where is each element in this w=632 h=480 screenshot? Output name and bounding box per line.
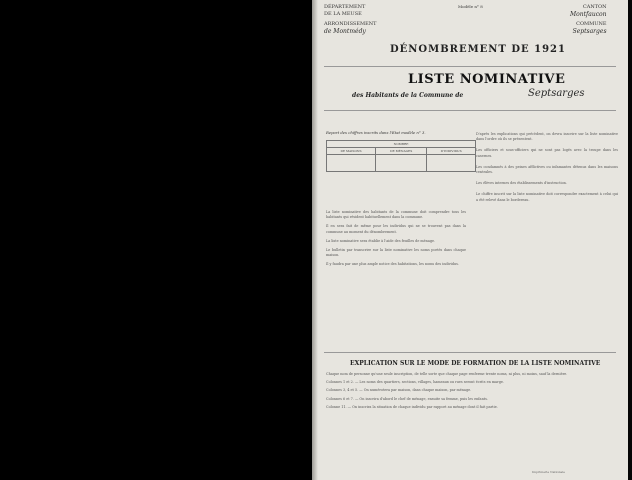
divider: [324, 352, 616, 353]
paragraph: La liste nominative sera établie à l'aide des feuilles de ménage.: [326, 238, 436, 243]
census-sheet: [312, 0, 628, 480]
col-individus: D'INDIVIDUS: [427, 148, 476, 155]
paragraph: Il y faudra par une plus ample notice des habitations, les noms des individus.: [326, 262, 459, 267]
paragraph: Les élèves internes des établissements d'instruction.: [476, 181, 567, 186]
paragraph: Colonne 11. — On inscrira la situation de chaque individu par rapport au ménage dont il fait partie.: [326, 404, 498, 409]
explanation-title: EXPLICATION SUR LE MODE DE FORMATION DE LA LISTE NOMINATIVE: [350, 360, 601, 367]
instructions-left: [326, 210, 466, 272]
census-title: DÉNOMBREMENT DE 1921: [390, 44, 566, 55]
explanation-body: [326, 372, 618, 413]
arr-value: de Montmédy: [324, 28, 366, 35]
model-number: Modèle n° 8: [458, 4, 483, 9]
paragraph: Le bulletin par transcrire sur la liste nominative les noms portés dans chaque maison.: [326, 248, 466, 258]
printer-stamp: Imprimerie Nationale: [532, 470, 565, 474]
instructions-right: [476, 132, 618, 209]
paragraph: Les condamnés à des peines afflictives ou infamantes détenus dans les maisons centrales.: [476, 164, 618, 175]
col-maisons: DE MAISONS: [327, 148, 376, 155]
dept-value: DE LA MEUSE: [324, 11, 362, 17]
divider: [324, 66, 616, 67]
arr-label: ARRONDISSEMENT: [324, 21, 377, 27]
report-table: [326, 140, 476, 172]
paragraph: Les officiers et sous-officiers qui ne sont pas logés avec la troupe dans les casernes.: [476, 148, 618, 158]
table-caption: Report des chiffres inscrits dans l'Etat modèle n° 3.: [326, 130, 426, 135]
header-right: [570, 4, 607, 35]
table-group-header: NOMBRE: [327, 141, 476, 148]
col-menages: DE MÉNAGES: [376, 148, 427, 155]
canton-label: CANTON: [582, 4, 607, 10]
canton-value: Montfaucon: [570, 11, 607, 18]
paragraph: La liste nominative des habitants de la commune doit comprendre tous les habitants qui résident habituellement dans la commune.: [326, 210, 466, 220]
paragraph: Le chiffre inscrit sur la liste nominative doit correspondre exactement à celui qui a été relevé dans le bordereau.: [476, 192, 618, 202]
table-row: [327, 155, 476, 172]
commune-value: Septsarges: [572, 28, 607, 35]
paragraph: Colonnes 3, 4 et 5. — On numérotera par maison, dans chaque maison, par ménage.: [326, 388, 472, 393]
paragraph: Il en sera fait de même pour les individus qui ne se trouvent pas dans la commune au moment du dénombrement.: [326, 224, 466, 234]
paragraph: Colonnes 6 et 7. — On inscrira d'abord le chef de ménage, ensuite sa femme, puis les enfants.: [326, 396, 488, 401]
list-subtitle: des Habitants de la Commune de: [352, 92, 464, 99]
paragraph: Chaque nom de personne qu'une seule inscription, de telle sorte que chaque page renferme trente noms, ni plus, ni moins, sauf la dernière.: [326, 372, 568, 376]
paragraph: D'après les explications qui précèdent, on devra inscrire sur la liste nominative dans l'ordre où ils se présentent.: [476, 132, 618, 142]
paragraph: Colonnes 1 et 2. — Les noms des quartiers, sections, villages, hameaux ou rues seront écrits en marge.: [326, 380, 504, 385]
commune-label: COMMUNE: [576, 21, 607, 27]
dept-label: DÉPARTEMENT: [324, 4, 366, 10]
header-left: [324, 4, 377, 35]
left-page-dark: [0, 0, 312, 480]
list-title: LISTE NOMINATIVE: [408, 72, 566, 87]
commune-handwritten: Septsarges: [528, 88, 585, 99]
divider: [324, 110, 616, 111]
